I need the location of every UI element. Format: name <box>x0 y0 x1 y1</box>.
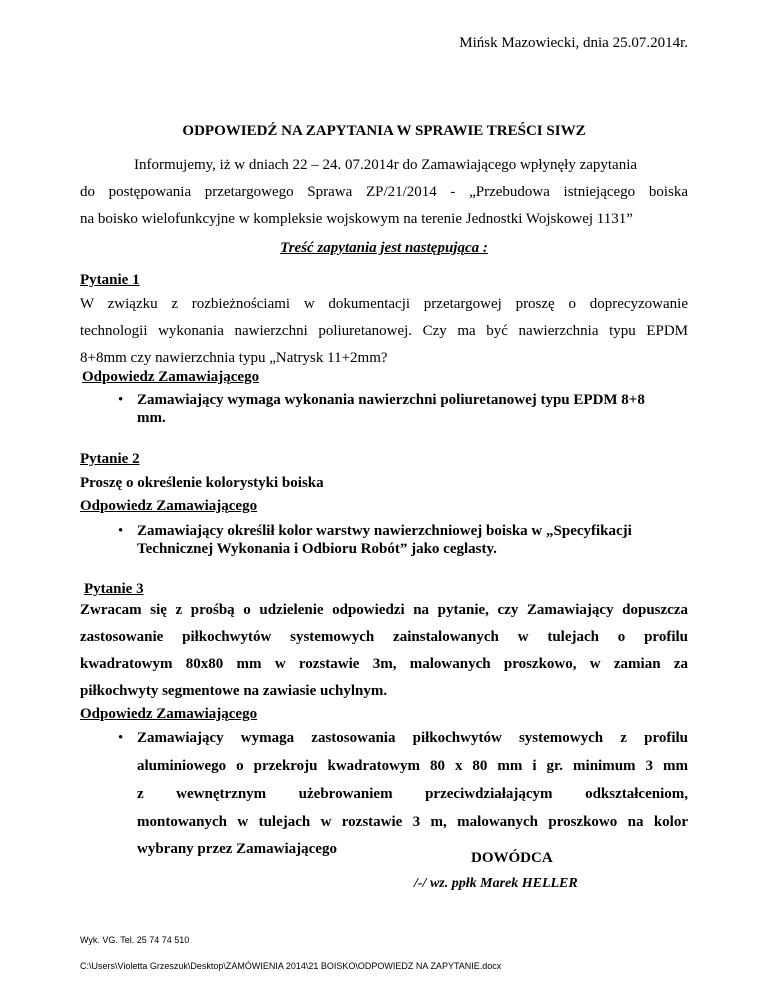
q3-answer-line-3: z wewnętrznym użebrowaniem przeciwdziałającym odkształceniom, <box>137 786 688 802</box>
q1-bullet: • <box>118 392 124 408</box>
q1-answer-line-2: mm. <box>137 410 166 426</box>
q1-answer-line-1: Zamawiający wymaga wykonania nawierzchni poliuretanowej typu EPDM 8+8 <box>137 392 645 408</box>
intro-line-1: Informujemy, iż w dniach 22 – 24. 07.2014r do Zamawiającego wpłynęły zapytania <box>134 157 638 173</box>
footer-file-path: C:\Users\Violetta Grzeszuk\Desktop\ZAMÓWIENIA 2014\21 BOISKO\ODPOWIEDZ NA ZAPYTANIE.docx <box>80 961 502 971</box>
place-date: Mińsk Mazowiecki, dnia 25.07.2014r. <box>459 35 688 51</box>
q1-line-1: W związku z rozbieżnościami w dokumentacji przetargowej proszę o doprecyzowanie <box>80 296 688 312</box>
q1-line-2: technologii wykonania nawierzchni poliuretanowej. Czy ma być nawierzchnia typu EPDM <box>80 323 688 339</box>
q3-line-3: kwadratowym 80x80 mm w rozstawie 3m, malowanych proszkowo, w zamian za <box>80 656 688 672</box>
q3-bullet: • <box>118 730 124 746</box>
signature-name: /-/ wz. ppłk Marek HELLER <box>414 876 578 891</box>
footer-contact: Wyk. VG. Tel. 25 74 74 510 <box>80 935 190 945</box>
q1-line-3: 8+8mm czy nawierzchnia typu „Natrysk 11+2mm? <box>80 350 388 366</box>
q1-label: Pytanie 1 <box>80 272 140 288</box>
q3-answer-label: Odpowiedz Zamawiającego <box>80 706 258 722</box>
q2-bullet: • <box>118 523 124 539</box>
q3-line-2: zastosowanie piłkochwytów systemowych zainstalowanych w tulejach o profilu <box>80 629 688 645</box>
q3-answer-line-2: aluminiowego o przekroju kwadratowym 80 x 80 mm i gr. minimum 3 mm <box>137 758 688 774</box>
q2-label: Pytanie 2 <box>80 451 140 467</box>
q2-text: Proszę o określenie kolorystyki boiska <box>80 475 324 491</box>
q1-answer-label: Odpowiedz Zamawiającego <box>82 369 260 385</box>
intro-line-3: na boisko wielofunkcyjne w kompleksie wojskowym na terenie Jednostki Wojskowej 1131” <box>80 211 633 227</box>
q2-answer-line-2: Technicznej Wykonania i Odbioru Robót” jako ceglasty. <box>137 541 497 557</box>
intro-line-2: do postępowania przetargowego Sprawa ZP/21/2014 - „Przebudowa istniejącego boiska <box>80 184 688 200</box>
q2-answer-label: Odpowiedz Zamawiającego <box>80 498 258 514</box>
q3-answer-line-5: wybrany przez Zamawiającego <box>137 841 337 857</box>
signature-title: DOWÓDCA <box>471 850 553 866</box>
q3-line-4: piłkochwyty segmentowe na zawiasie uchylnym. <box>80 683 388 699</box>
q3-answer-line-4: montowanych w tulejach w rozstawie 3 m, malowanych proszkowo na kolor <box>137 814 688 830</box>
q3-label: Pytanie 3 <box>84 581 144 597</box>
q3-answer-line-1: Zamawiający wymaga zastosowania piłkochwytów systemowych z profilu <box>137 730 688 746</box>
q2-answer-line-1: Zamawiający określił kolor warstwy nawierzchniowej boiska w „Specyfikacji <box>137 523 632 539</box>
document-title: ODPOWIEDŹ NA ZAPYTANIA W SPRAWIE TREŚCI SIWZ <box>182 123 586 139</box>
questions-subheading: Treść zapytania jest następująca : <box>280 240 488 256</box>
q3-line-1: Zwracam się z prośbą o udzielenie odpowiedzi na pytanie, czy Zamawiający dopuszcza <box>80 602 688 618</box>
